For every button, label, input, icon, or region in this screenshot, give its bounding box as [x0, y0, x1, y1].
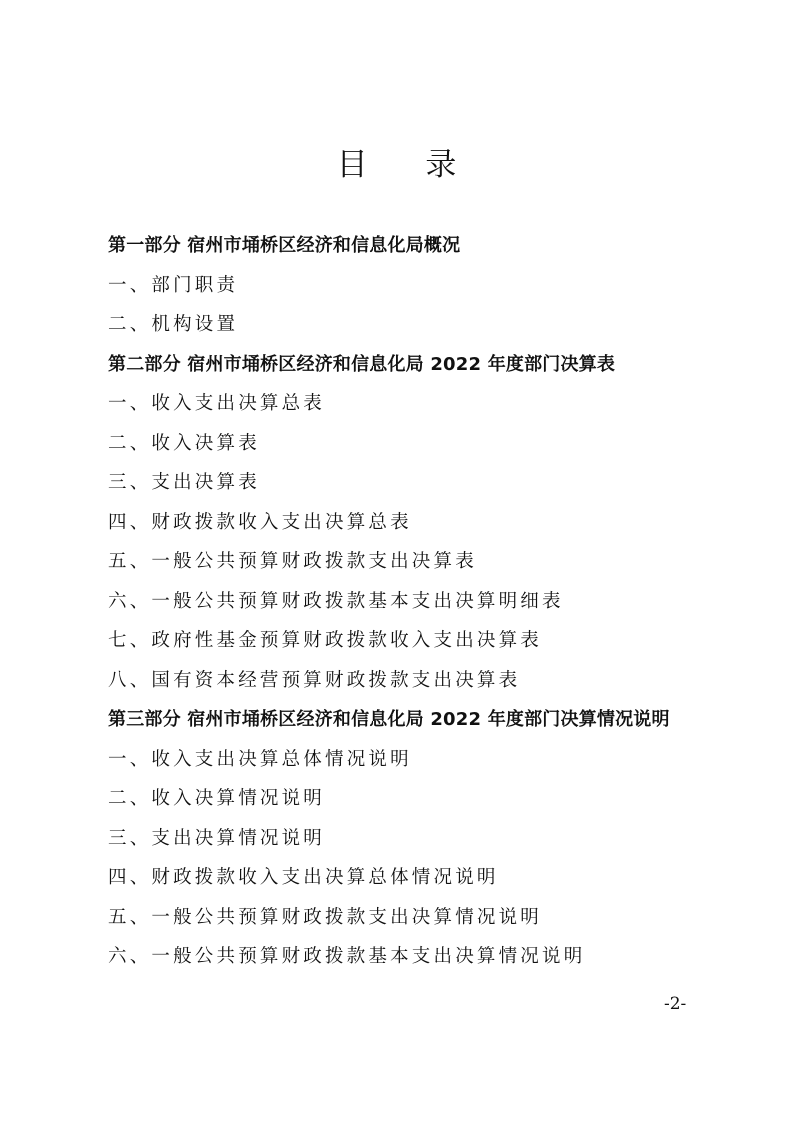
toc-item [108, 305, 728, 345]
toc-item [108, 819, 728, 859]
toc-entry-text: 五、一般公共预算财政拨款支出决算情况说明 [108, 906, 543, 928]
toc-entry-text: 二、收入决算表 [108, 432, 260, 454]
toc-item [108, 384, 728, 424]
toc-entry-text: 四、财政拨款收入支出决算总体情况说明 [108, 867, 499, 888]
toc-entry-text: 三、支出决算情况说明 [108, 827, 326, 849]
toc-entry-text: 五、一般公共预算财政拨款支出决算表 [108, 551, 477, 572]
toc-entry-text: 七、政府性基金预算财政拨款收入支出决算表 [108, 630, 543, 651]
toc-entry-text: 第一部分 宿州市埇桥区经济和信息化局概况 [108, 235, 461, 256]
toc-item [108, 779, 728, 819]
toc-item [108, 503, 728, 543]
toc-part-heading [108, 226, 728, 266]
toc-entry-text: 第三部分 宿州市埇桥区经济和信息化局 2022 年度部门决算情况说明 [108, 709, 670, 730]
page-number: -2- [664, 994, 687, 1014]
toc-item [108, 424, 728, 464]
toc-entry-text: 八、国有资本经营预算财政拨款支出决算表 [108, 669, 521, 691]
toc-item [108, 858, 728, 898]
toc-entry-text: 一、收入支出决算总表 [108, 393, 326, 414]
toc-item [108, 582, 728, 622]
toc-entry-text: 二、收入决算情况说明 [108, 788, 326, 809]
toc-entry-text: 一、收入支出决算总体情况说明 [108, 748, 412, 770]
toc-part-heading [108, 700, 728, 740]
toc-entry-text: 第二部分 宿州市埇桥区经济和信息化局 2022 年度部门决算表 [108, 353, 616, 375]
toc-item [108, 266, 728, 306]
toc-part-heading [108, 345, 728, 385]
toc-entry-text: 二、机构设置 [108, 314, 239, 335]
page-title: 目 录 [336, 147, 481, 183]
toc-entry-text: 一、部门职责 [108, 274, 239, 296]
toc-item [108, 898, 728, 938]
toc-item [108, 463, 728, 503]
toc-item [108, 621, 728, 661]
toc-entry-text: 六、一般公共预算财政拨款基本支出决算情况说明 [108, 946, 586, 967]
toc-item [108, 740, 728, 780]
toc-entry-text: 六、一般公共预算财政拨款基本支出决算明细表 [108, 590, 564, 612]
toc-entry-text: 四、财政拨款收入支出决算总表 [108, 511, 412, 533]
toc-item [108, 542, 728, 582]
table-of-contents [108, 226, 728, 977]
toc-item [108, 937, 728, 977]
toc-entry-text: 三、支出决算表 [108, 472, 260, 493]
toc-item [108, 661, 728, 701]
